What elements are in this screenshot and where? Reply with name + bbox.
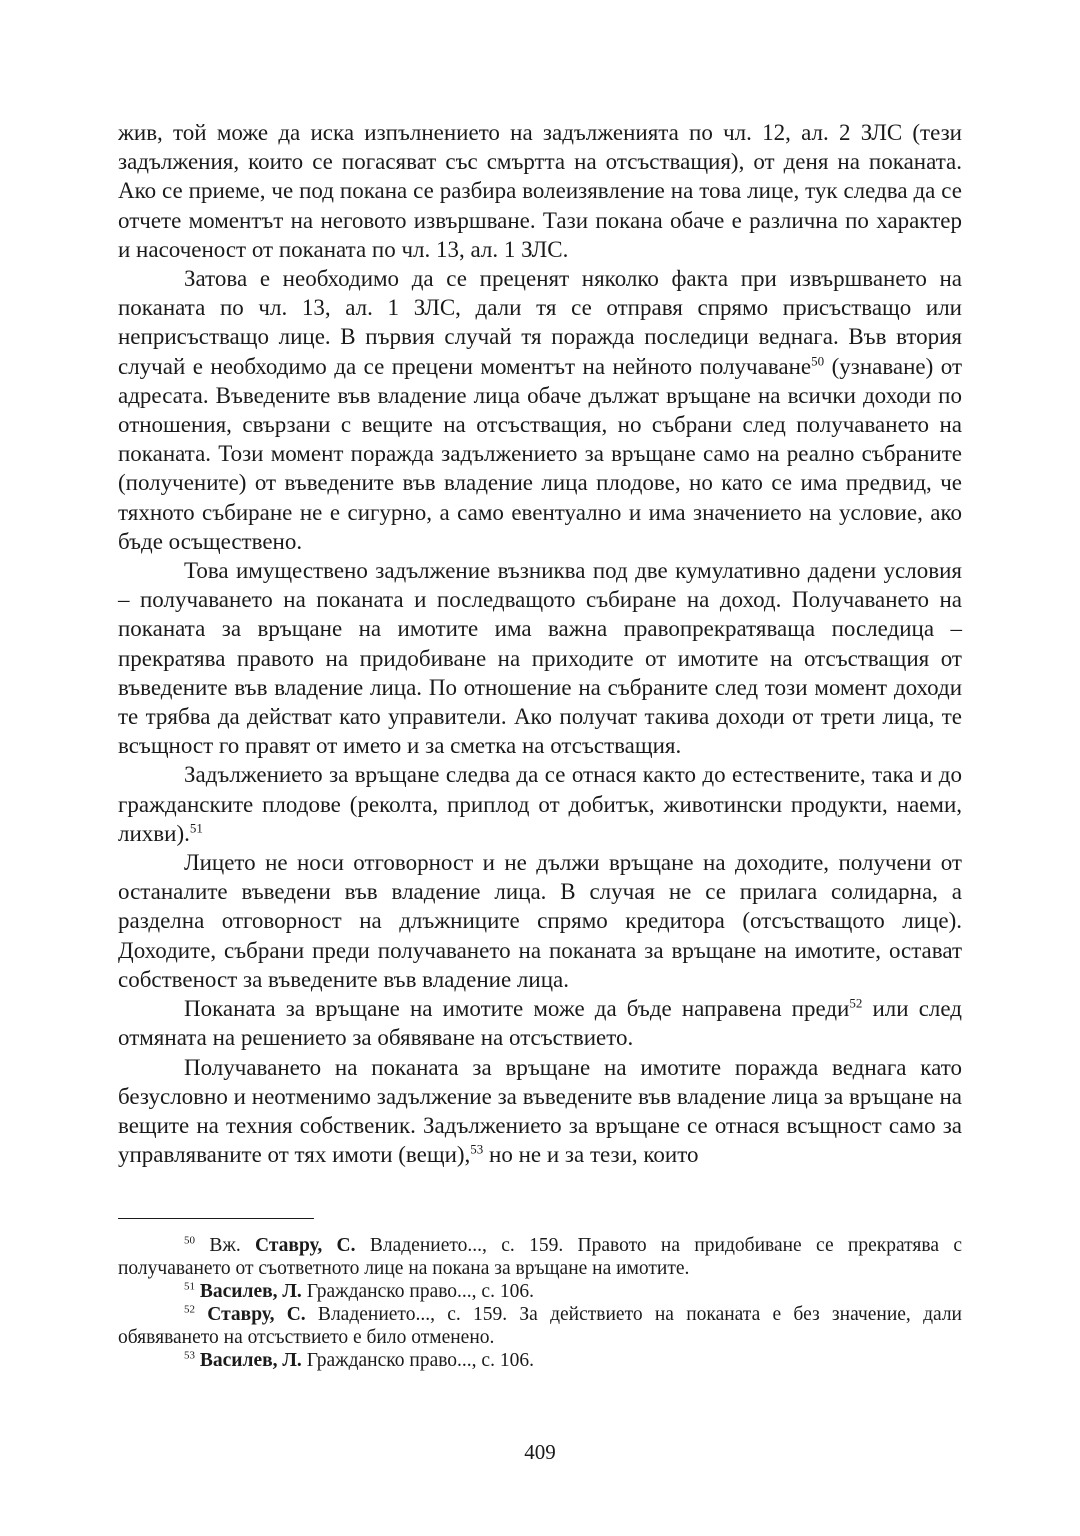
footnote: $^{50}$ Вж. Ставру, С. Владението..., с. 159. Правото на придобиване се прекратява с получаването от съответното лице на покана за връщане на имотите. — [118, 1234, 962, 1279]
footnote-separator — [118, 1218, 314, 1219]
footnote-ref-52: 52 — [849, 995, 863, 1011]
paragraph-5: Лицето не носи отговорност и не дължи връщане на доходите, получени от останалите въведени във владение лица. В случая не се прилага солидарна, а разделна отговорност на длъжниците спрямо кредитора (отсъстващото лице). Доходите, събрани преди получаването на поканата за връщане на имотите, остават собственост за въведените във владение лица. — [118, 850, 962, 992]
paragraph-4: Задължението за връщане следва да се отнася както до естествените, така и до гражданските плодове (реколта, приплод от добитък, животински продукти, наеми, лихви).$^{51}$ — [118, 762, 962, 846]
paragraph-1: жив, той може да иска изпълнението на задълженията по чл. 12, ал. 2 ЗЛС (тези задължения, които се погасяват със смъртта на отсъстващия), от деня на поканата. Ако се приеме, че под покана се разбира волеизявление на това лице, тук следва да се отчете моментът на неговото извършване. Тази покана обаче е различна по характер и насоченост от поканата по чл. 13, ал. 1 ЗЛС. — [118, 120, 962, 262]
paragraph-6: Поканата за връщане на имотите може да бъде направена преди$^{52}$ или след отмяната на решението за обявяване на отсъствието. — [118, 995, 962, 1051]
footnote: $^{52}$ Ставру, С. Владението..., с. 159. За действието на поканата е без значение, дали обявяването на отсъствието е било отменено. — [118, 1303, 962, 1348]
footnotes — [118, 1234, 962, 1372]
footnote-ref-50: 50 — [811, 352, 825, 368]
footnote: $^{51}$ Василев, Л. Гражданско право..., с. 106. — [184, 1280, 534, 1302]
footnote-ref-51: 51 — [189, 820, 203, 836]
footnote-ref-53: 53 — [470, 1141, 484, 1157]
paragraph-2: Затова е необходимо да се преценят няколко факта при извършването на поканата по чл. 13, ал. 1 ЗЛС, дали тя се отправя спрямо присъстващо или неприсъстващо лице. В първия случай тя поражда последици веднага. Във втория случай е необходимо да се прецени моментът на нейното получаване$^{50}$ (узнаване) от адресата. Въведените във владение лица обаче дължат връщане на всички доходи по отношения, свързани с вещите на отсъстващия, но събрани след получаването на поканата. Този момент поражда задължението за връщане само на реално събраните (получените) от въведените във владение лица плодове, но като се има предвид, че тяхното събиране не е сигурно, а само евентуално и има значението на условие, ако бъде осъществено. — [118, 266, 963, 554]
paragraph-3: Това имуществено задължение възниква под две кумулативно дадени условия – получаването на поканата и последващото събиране на доход. Получаването на поканата за връщане на имотите има важна правопрекратяваща последица – прекратява правото на придобиване на приходите от имотите на отсъстващия от въведените във владение лица. По отношение на събраните след този момент доходи те трябва да действат като управители. Ако получат такива доходи от трети лица, те всъщност го правят от името и за сметка на отсъстващия. — [118, 558, 962, 759]
main-text — [118, 118, 962, 1169]
page-number: 409 — [524, 1440, 556, 1464]
footnote: $^{53}$ Василев, Л. Гражданско право..., с. 106. — [184, 1349, 534, 1371]
paragraph-7: Получаването на поканата за връщане на имотите поражда веднага като безусловно и неотменимо задължение за въведените във владение лица за връщане на вещите на техния собственик. Задължението за връщане се отнася всъщност само за управляваните от тях имоти (вещи),$^{53}$ но не и за тези, които — [118, 1054, 962, 1168]
